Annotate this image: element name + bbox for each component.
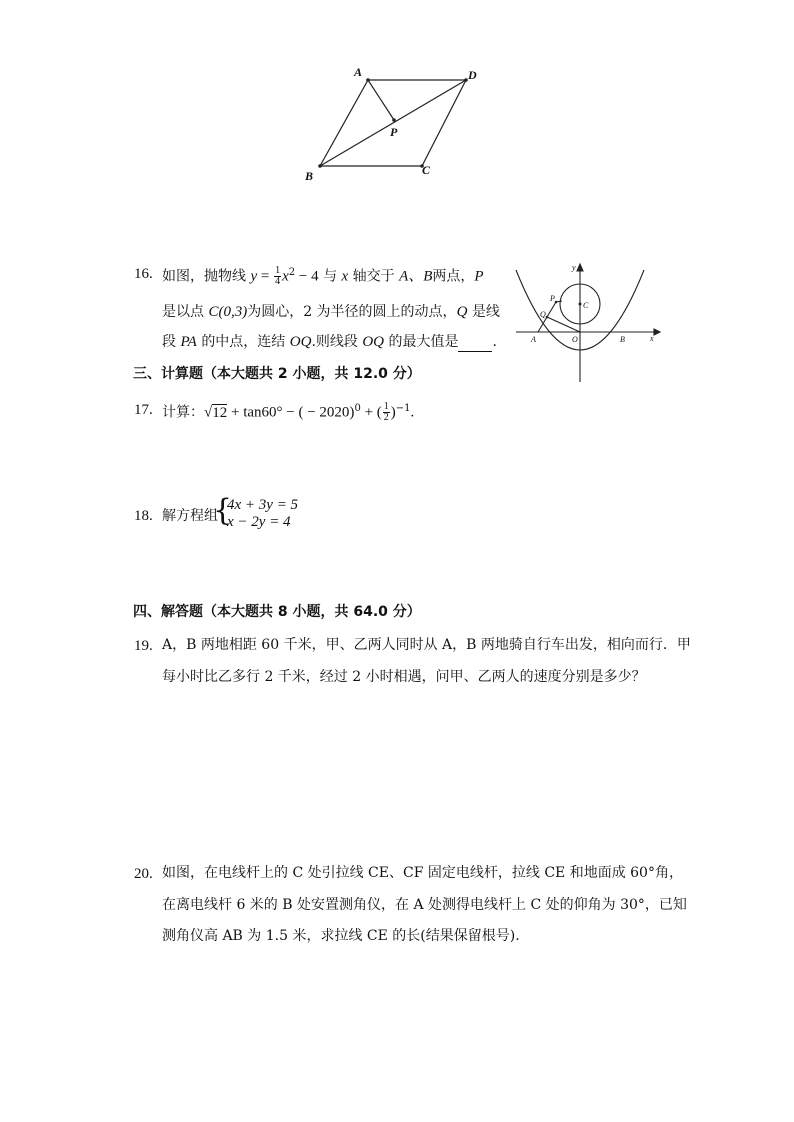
q16-text: 与 <box>323 268 338 285</box>
q16-fraction <box>274 266 281 287</box>
q17-end: . <box>410 404 415 421</box>
q16-var: C(0,3) <box>208 304 248 320</box>
q17-part: ) <box>390 404 396 421</box>
q16-eq-x: x <box>282 268 289 285</box>
q16-text: 段 <box>162 334 176 350</box>
q17-exp: −1 <box>395 403 411 414</box>
parabola-figure <box>508 258 668 386</box>
q16-text: 的最大值是 <box>388 334 459 350</box>
q16-text: 为圆心，2 为半径的圆上的动点， <box>247 304 457 320</box>
q17-fraction <box>383 402 390 423</box>
q16-text: 两点， <box>432 268 475 285</box>
q17-part: + ( <box>360 404 382 421</box>
q18-prefix: 解方程组 <box>162 508 218 524</box>
q16-text: .则线段 <box>311 334 358 350</box>
q18-eq1: 4x + 3y = 5 <box>227 497 299 513</box>
system-brace: { <box>213 493 233 528</box>
q16-var: OQ <box>289 334 312 350</box>
q16-eq-exp: 2 <box>288 267 296 278</box>
q16-text: . <box>492 334 497 350</box>
label-d: D <box>468 68 477 82</box>
point-label-p: P <box>550 294 555 303</box>
axis-label-x: x <box>650 334 654 343</box>
q20-number: 20. <box>134 866 153 882</box>
label-b: B <box>305 169 314 183</box>
q16-var: PA <box>180 334 197 350</box>
rhombus-figure <box>296 60 496 184</box>
q20-line2: 在离电线杆 6 米的 B 处安置测角仪，在 A 处测得电线杆上 C 处的仰角为 30°，已知 <box>162 897 687 913</box>
point-label-c: C <box>583 301 589 310</box>
q19-line2: 每小时比乙多行 2 千米，经过 2 小时相遇，问甲、乙两人的速度分别是多少？ <box>162 669 646 685</box>
q16-number: 16. <box>134 266 153 282</box>
x-axis-arrow <box>654 329 660 335</box>
section-3-heading: 三、计算题（本大题共 2 小题，共 12.0 分） <box>133 366 421 382</box>
q16-frac-num: 1 <box>275 265 281 277</box>
q16-var: OQ <box>362 334 385 350</box>
q17-frac-num: 1 <box>383 401 389 413</box>
q16-var: A、B <box>399 268 433 285</box>
q16-line2 <box>162 302 500 322</box>
answer-blank[interactable] <box>458 337 492 352</box>
q16-text: 如图，抛物线 <box>162 268 246 285</box>
q16-text: 是线 <box>471 304 500 320</box>
q16-var: P <box>474 268 484 285</box>
q19-number: 19. <box>134 638 153 654</box>
q17-prefix: 计算： <box>162 404 204 421</box>
label-c: C <box>422 163 431 177</box>
q16-text: 的中点，连结 <box>201 334 286 350</box>
q20-line1: 如图，在电线杆上的 C 处引拉线 CE、CF 固定电线杆，拉线 CE 和地面成 60°角， <box>162 865 683 881</box>
y-axis-arrow <box>577 264 583 271</box>
axis-label-y: y <box>572 263 576 272</box>
q16-line3 <box>162 332 497 352</box>
q18-number: 18. <box>134 508 153 524</box>
q17-expression <box>162 399 414 423</box>
q17-number: 17. <box>134 402 153 418</box>
sqrt-sign: √ <box>204 404 213 421</box>
segment-ap <box>368 80 394 120</box>
point-label-o: O <box>572 335 578 344</box>
point-label-q: Q <box>540 310 546 319</box>
sqrt-argument: 12 <box>212 404 228 421</box>
q16-line1 <box>162 263 484 287</box>
section-4-heading: 四、解答题（本大题共 8 小题，共 64.0 分） <box>133 604 421 620</box>
point-label-b: B <box>620 335 625 344</box>
q16-var: x <box>341 268 349 285</box>
q16-eq-tail: − 4 <box>295 268 319 285</box>
q16-frac-den: 4 <box>275 276 281 288</box>
q20-line3: 测角仪高 AB 为 1.5 米，求拉线 CE 的长(结果保留根号). <box>162 928 520 944</box>
q16-eq-y: y <box>250 268 258 285</box>
segment-oq <box>547 317 580 332</box>
q16-text: 轴交于 <box>352 268 395 285</box>
q19-line1: A，B 两地相距 60 千米，甲、乙两人同时从 A，B 两地骑自行车出发，相向而行．甲 <box>162 637 691 653</box>
q17-part: + tan60° − ( − 2020) <box>227 404 355 421</box>
q17-frac-den: 2 <box>383 412 389 424</box>
label-p: P <box>390 125 398 139</box>
q16-eq-eq: = <box>257 268 274 285</box>
label-a: A <box>354 65 363 79</box>
q18-eq2: x − 2y = 4 <box>227 514 291 530</box>
q16-text: 是以点 <box>162 304 204 320</box>
q16-var: Q <box>456 304 468 320</box>
q17-exp: 0 <box>354 403 361 414</box>
point-label-a: A <box>531 335 536 344</box>
